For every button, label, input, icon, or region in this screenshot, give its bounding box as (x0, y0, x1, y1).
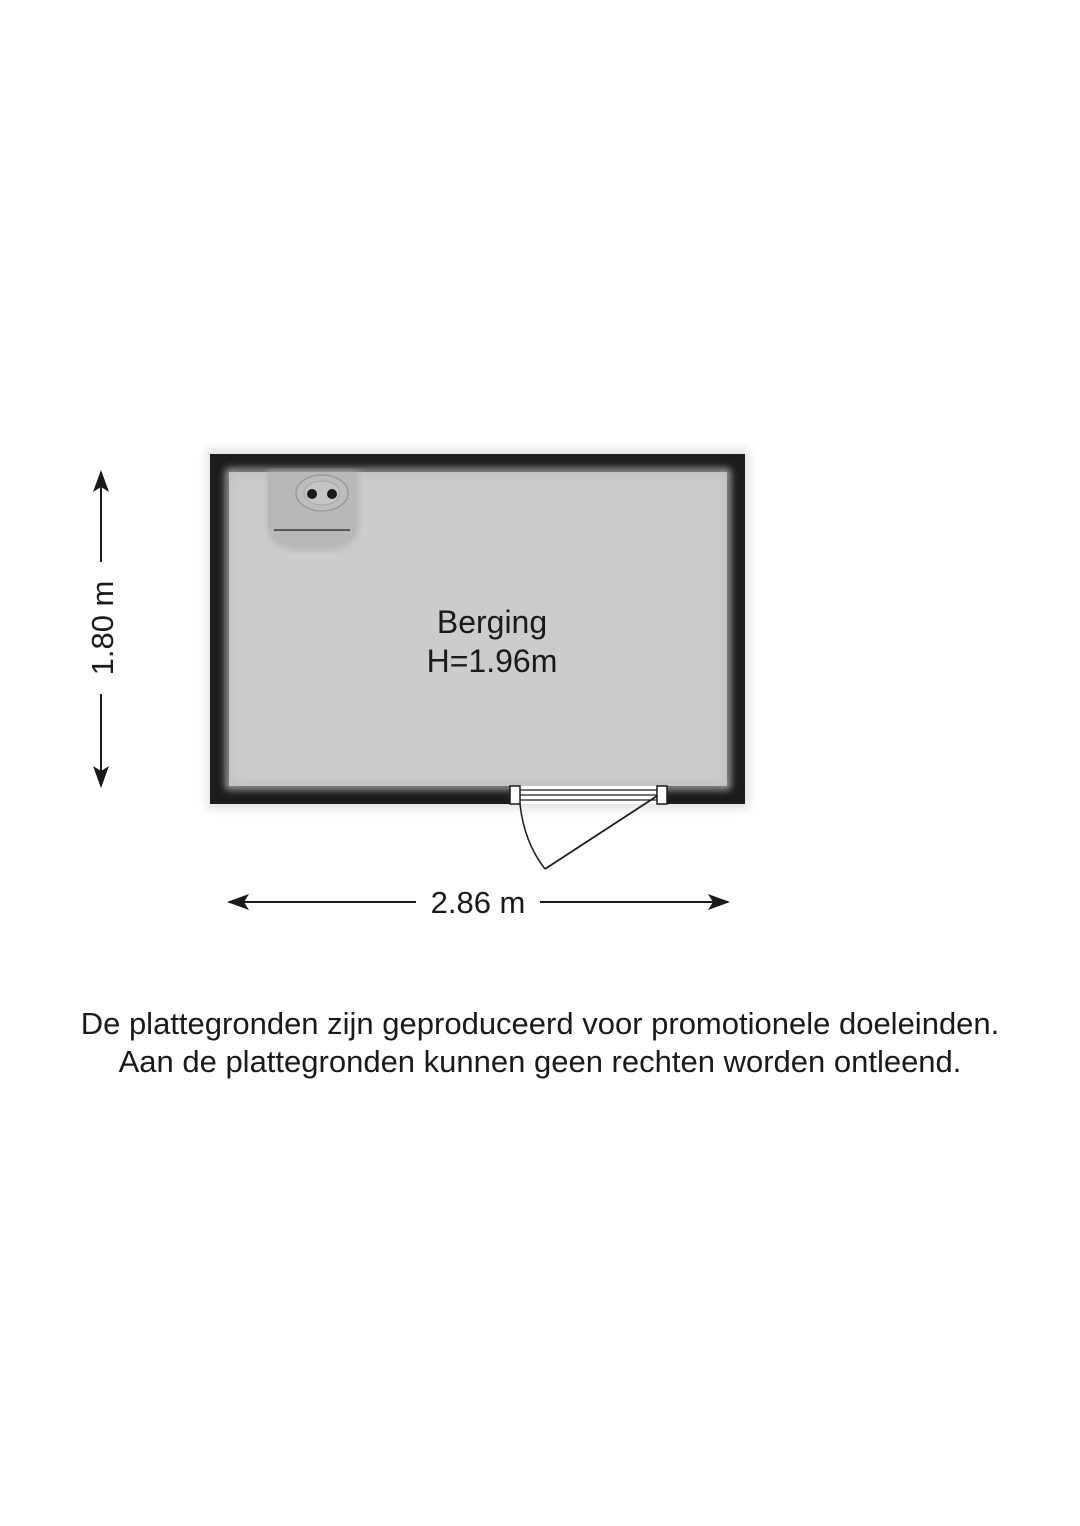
width-label: 2.86 m (430, 885, 526, 920)
door-swing-icon[interactable] (510, 786, 667, 869)
room-height: H=1.96m (426, 643, 558, 679)
disclaimer-line-1: De plattegronden zijn geproduceerd voor promotionele doeleinden. (80, 1006, 1000, 1041)
boiler-icon (268, 472, 358, 550)
disclaimer (0, 1005, 1080, 1081)
depth-label: 1.80 m (85, 580, 120, 676)
room-name: Berging (436, 604, 548, 640)
depth-dimension (85, 472, 120, 786)
disclaimer-line-2: Aan de plattegronden kunnen geen rechten worden ontleend. (118, 1044, 962, 1079)
width-dimension (229, 885, 728, 920)
